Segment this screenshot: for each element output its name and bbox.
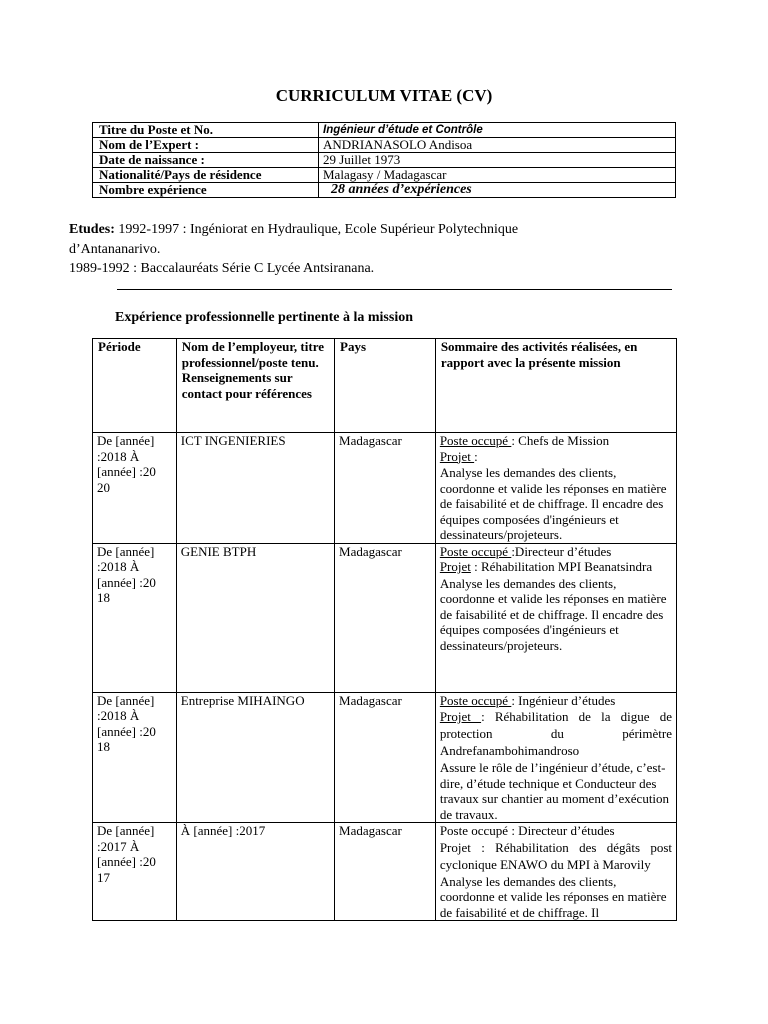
info-value: Malagasy / Madagascar [319, 168, 676, 183]
activities-text: Analyse les demandes des clients, coordonne et valide les réponses en matière de faisabilité et de chiffrage. Il [439, 873, 667, 920]
cell-sommaire [435, 433, 676, 544]
cell-periode: De [année] :2018 À [année] :20 20 [93, 433, 177, 544]
activities-text: Analyse les demandes des clients, coordonne et valide les réponses en matière de faisabilité et de chiffrage. Il encadre des équipes composées d'ingénieurs et dessinateurs/projeteurs. [439, 465, 667, 542]
table-row [93, 543, 677, 692]
projet-value: : Réhabilitation des dégâts post cyclonique ENAWO du MPI à Marovily [439, 839, 672, 872]
projet-value: : Réhabilitation de la digue de protection du périmètre Andrefanambohimandroso [439, 709, 672, 758]
cell-periode: De [année] :2017 À [année] :20 17 [93, 823, 177, 921]
poste-value: : Directeur d’études [511, 823, 615, 838]
etudes-label: Etudes: [69, 222, 115, 237]
poste-label: Poste occupé [439, 692, 512, 708]
info-label: Nombre expérience [93, 183, 319, 198]
expert-info-table [92, 122, 676, 198]
cell-pays: Madagascar [335, 543, 436, 692]
info-value: ANDRIANASOLO Andisoa [319, 138, 676, 153]
table-header-row [93, 339, 677, 433]
header-pays: Pays [335, 339, 436, 433]
page-title: CURRICULUM VITAE (CV) [275, 86, 493, 105]
poste-label: Poste occupé [439, 823, 512, 838]
poste-value: :Directeur d’études [511, 543, 612, 559]
cell-pays: Madagascar [335, 823, 436, 921]
cell-sommaire [435, 692, 676, 823]
experience-table [92, 338, 677, 921]
cell-employeur: ICT INGENIERIES [176, 433, 334, 544]
info-value: 29 Juillet 1973 [319, 153, 676, 168]
info-row [93, 123, 676, 138]
header-employeur: Nom de l’employeur, titre professionnel/poste tenu. Renseignements sur contact pour références [176, 339, 334, 433]
activities-text: Assure le rôle de l’ingénieur d’étude, c’est-dire, d’étude technique et Conducteur des travaux sur chantier au moment d’exécution de travaux. [439, 760, 670, 822]
table-row [93, 692, 677, 823]
cell-sommaire [435, 823, 676, 921]
projet-value: : [474, 448, 478, 464]
divider [117, 289, 672, 290]
section-title: Expérience professionnelle pertinente à la mission [115, 310, 413, 325]
info-row [93, 168, 676, 183]
info-label: Titre du Poste et No. [93, 123, 319, 138]
cell-pays: Madagascar [335, 692, 436, 823]
etudes-line: 1989-1992 : Baccalauréats Série C Lycée Antsiranana. [69, 261, 375, 276]
projet-value: : Réhabilitation MPI Beanatsindra [470, 559, 653, 574]
info-label: Date de naissance : [93, 153, 319, 168]
poste-value: : Ingénieur d’études [511, 692, 616, 708]
table-row [93, 823, 677, 921]
cell-employeur: À [année] :2017 [176, 823, 334, 921]
etudes-section [69, 220, 589, 279]
poste-value: : Chefs de Mission [511, 433, 610, 448]
cell-employeur: GENIE BTPH [176, 543, 334, 692]
cell-periode: De [année] :2018 À [année] :20 18 [93, 543, 177, 692]
header-sommaire: Sommaire des activités réalisées, en rapport avec la présente mission [435, 339, 676, 433]
projet-label: Projet [439, 839, 482, 855]
cell-pays: Madagascar [335, 433, 436, 544]
info-label: Nationalité/Pays de résidence [93, 168, 319, 183]
header-periode: Période [93, 339, 177, 433]
projet-label: Projet [439, 709, 482, 724]
info-row [93, 183, 676, 198]
info-row [93, 153, 676, 168]
projet-label: Projet [439, 448, 475, 464]
table-row [93, 433, 677, 544]
projet-label: Projet [439, 559, 471, 574]
poste-label: Poste occupé [439, 543, 512, 559]
cell-sommaire [435, 543, 676, 692]
cell-employeur: Entreprise MIHAINGO [176, 692, 334, 823]
info-value: 28 années d’expériences [319, 183, 676, 198]
info-value: Ingénieur d’étude et Contrôle [319, 123, 676, 138]
poste-label: Poste occupé [439, 433, 512, 448]
info-row [93, 138, 676, 153]
cell-periode: De [année] :2018 À [année] :20 18 [93, 692, 177, 823]
info-label: Nom de l’Expert : [93, 138, 319, 153]
activities-text: Analyse les demandes des clients, coordonne et valide les réponses en matière de faisabilité et de chiffrage. Il encadre des équipes composées d'ingénieurs et dessinateurs/projeteurs. [439, 575, 667, 653]
etudes-line: 1992-1997 : Ingéniorat en Hydraulique, Ecole Supérieur Polytechnique d’Antananarivo. [69, 222, 519, 257]
